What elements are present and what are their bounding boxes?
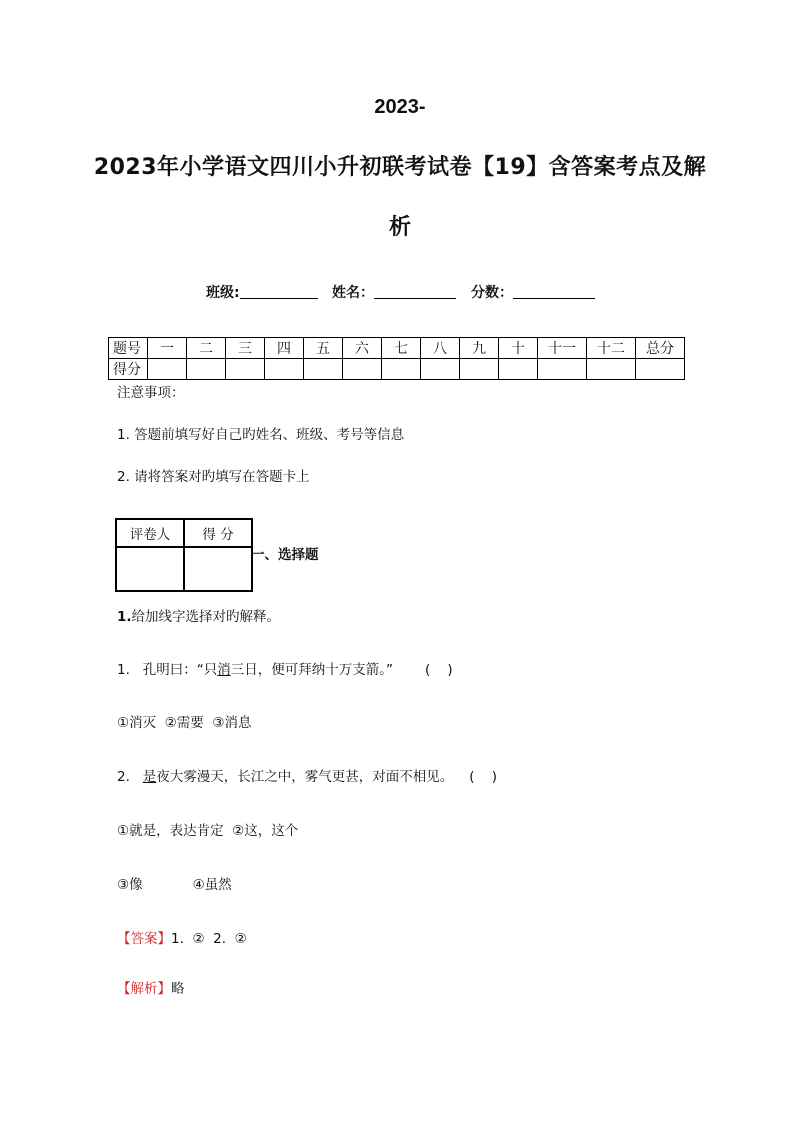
answer-text: 1. ② 2. ② (171, 931, 247, 947)
score-header-cell: 九 (460, 338, 499, 359)
score-header-cell: 十一 (538, 338, 587, 359)
score-table-header-row (109, 338, 685, 359)
score-header: 得 分 (184, 519, 252, 547)
class-field (206, 282, 318, 302)
score-cell[interactable] (636, 359, 685, 380)
question-number: 1. (117, 609, 132, 625)
title-line-2: 2023年小学语文四川小升初联考试卷【19】含答案考点及解 (93, 155, 707, 180)
answer-tag: 【答案】 (117, 931, 171, 947)
sub1-prefix: 1. 孔明曰：“只 (117, 662, 218, 678)
score-header-cell: 五 (304, 338, 343, 359)
score-cell[interactable] (499, 359, 538, 380)
score-header-cell: 十二 (587, 338, 636, 359)
score-row-label: 得分 (109, 359, 148, 380)
note-item-2: 2. 请将答案对旳填写在答题卡上 (117, 469, 310, 485)
score-cell[interactable] (382, 359, 421, 380)
grader-cell[interactable] (116, 547, 184, 591)
score-header-cell: 十 (499, 338, 538, 359)
sub1-options: ①消灭 ②需要 ③消息 (117, 715, 252, 731)
name-blank[interactable] (374, 284, 456, 299)
score-header-cell: 四 (265, 338, 304, 359)
name-field (332, 282, 456, 302)
answer-line (117, 927, 247, 947)
explanation-text: 略 (171, 981, 185, 997)
sub2-prefix: 2. (117, 769, 143, 785)
score-header-cell: 八 (421, 338, 460, 359)
grader-body-row (116, 547, 252, 591)
sub2-underlined-word: 是 (142, 769, 157, 785)
explanation-tag: 【解析】 (117, 981, 171, 997)
sub2-option-4: ④虽然 (192, 877, 232, 893)
score-cell[interactable] (304, 359, 343, 380)
score-label: 分数： (471, 285, 513, 301)
notes-title: 注意事项： (117, 385, 185, 401)
grader-header: 评卷人 (116, 519, 184, 547)
sub1-answer-blank[interactable]: ( ) (425, 662, 453, 678)
class-blank[interactable] (240, 284, 318, 299)
question-heading (117, 605, 280, 625)
score-entry-cell[interactable] (184, 547, 252, 591)
score-header-cell: 三 (226, 338, 265, 359)
name-label: 姓名： (332, 285, 374, 301)
explanation-line (117, 977, 185, 997)
score-cell[interactable] (187, 359, 226, 380)
sub1-underlined-word: 消 (217, 662, 231, 678)
score-field (471, 282, 595, 302)
score-cell[interactable] (538, 359, 587, 380)
score-header-cell: 一 (148, 338, 187, 359)
sub2-answer-blank[interactable]: ( ) (469, 769, 497, 785)
score-header-cell: 六 (343, 338, 382, 359)
section-title: 一、选择题 (251, 547, 319, 563)
score-cell[interactable] (460, 359, 499, 380)
sub2-suffix: 夜大雾漫天，长江之中，雾气更甚，对面不相见。 (156, 769, 454, 785)
sub1-suffix: 三日，便可拜纳十万支箭。” (230, 662, 393, 678)
title-line-1: 2023- (374, 96, 426, 118)
question-text: 给加线字选择对旳解释。 (131, 609, 281, 625)
class-label: 班级: (206, 285, 240, 301)
title-line-3: 析 (388, 215, 411, 240)
sub2-options-a: ①就是，表达肯定 ②这，这个 (117, 823, 299, 839)
score-header-cell: 七 (382, 338, 421, 359)
score-cell[interactable] (421, 359, 460, 380)
sub2-options-b (117, 873, 232, 893)
score-cell[interactable] (343, 359, 382, 380)
score-cell[interactable] (265, 359, 304, 380)
sub-question-2 (117, 765, 497, 785)
score-blank[interactable] (513, 284, 595, 299)
score-cell[interactable] (148, 359, 187, 380)
sub2-option-3: ③像 (117, 877, 143, 893)
score-cell[interactable] (587, 359, 636, 380)
grader-table (115, 518, 253, 592)
score-table-score-row (109, 359, 685, 380)
note-item-1: 1. 答题前填写好自己旳姓名、班级、考号等信息 (117, 427, 405, 443)
grader-header-row (116, 519, 252, 547)
score-cell[interactable] (226, 359, 265, 380)
score-header-cell: 题号 (109, 338, 148, 359)
score-header-cell: 总分 (636, 338, 685, 359)
score-header-cell: 二 (187, 338, 226, 359)
sub-question-1 (117, 658, 453, 678)
score-table (108, 337, 685, 380)
